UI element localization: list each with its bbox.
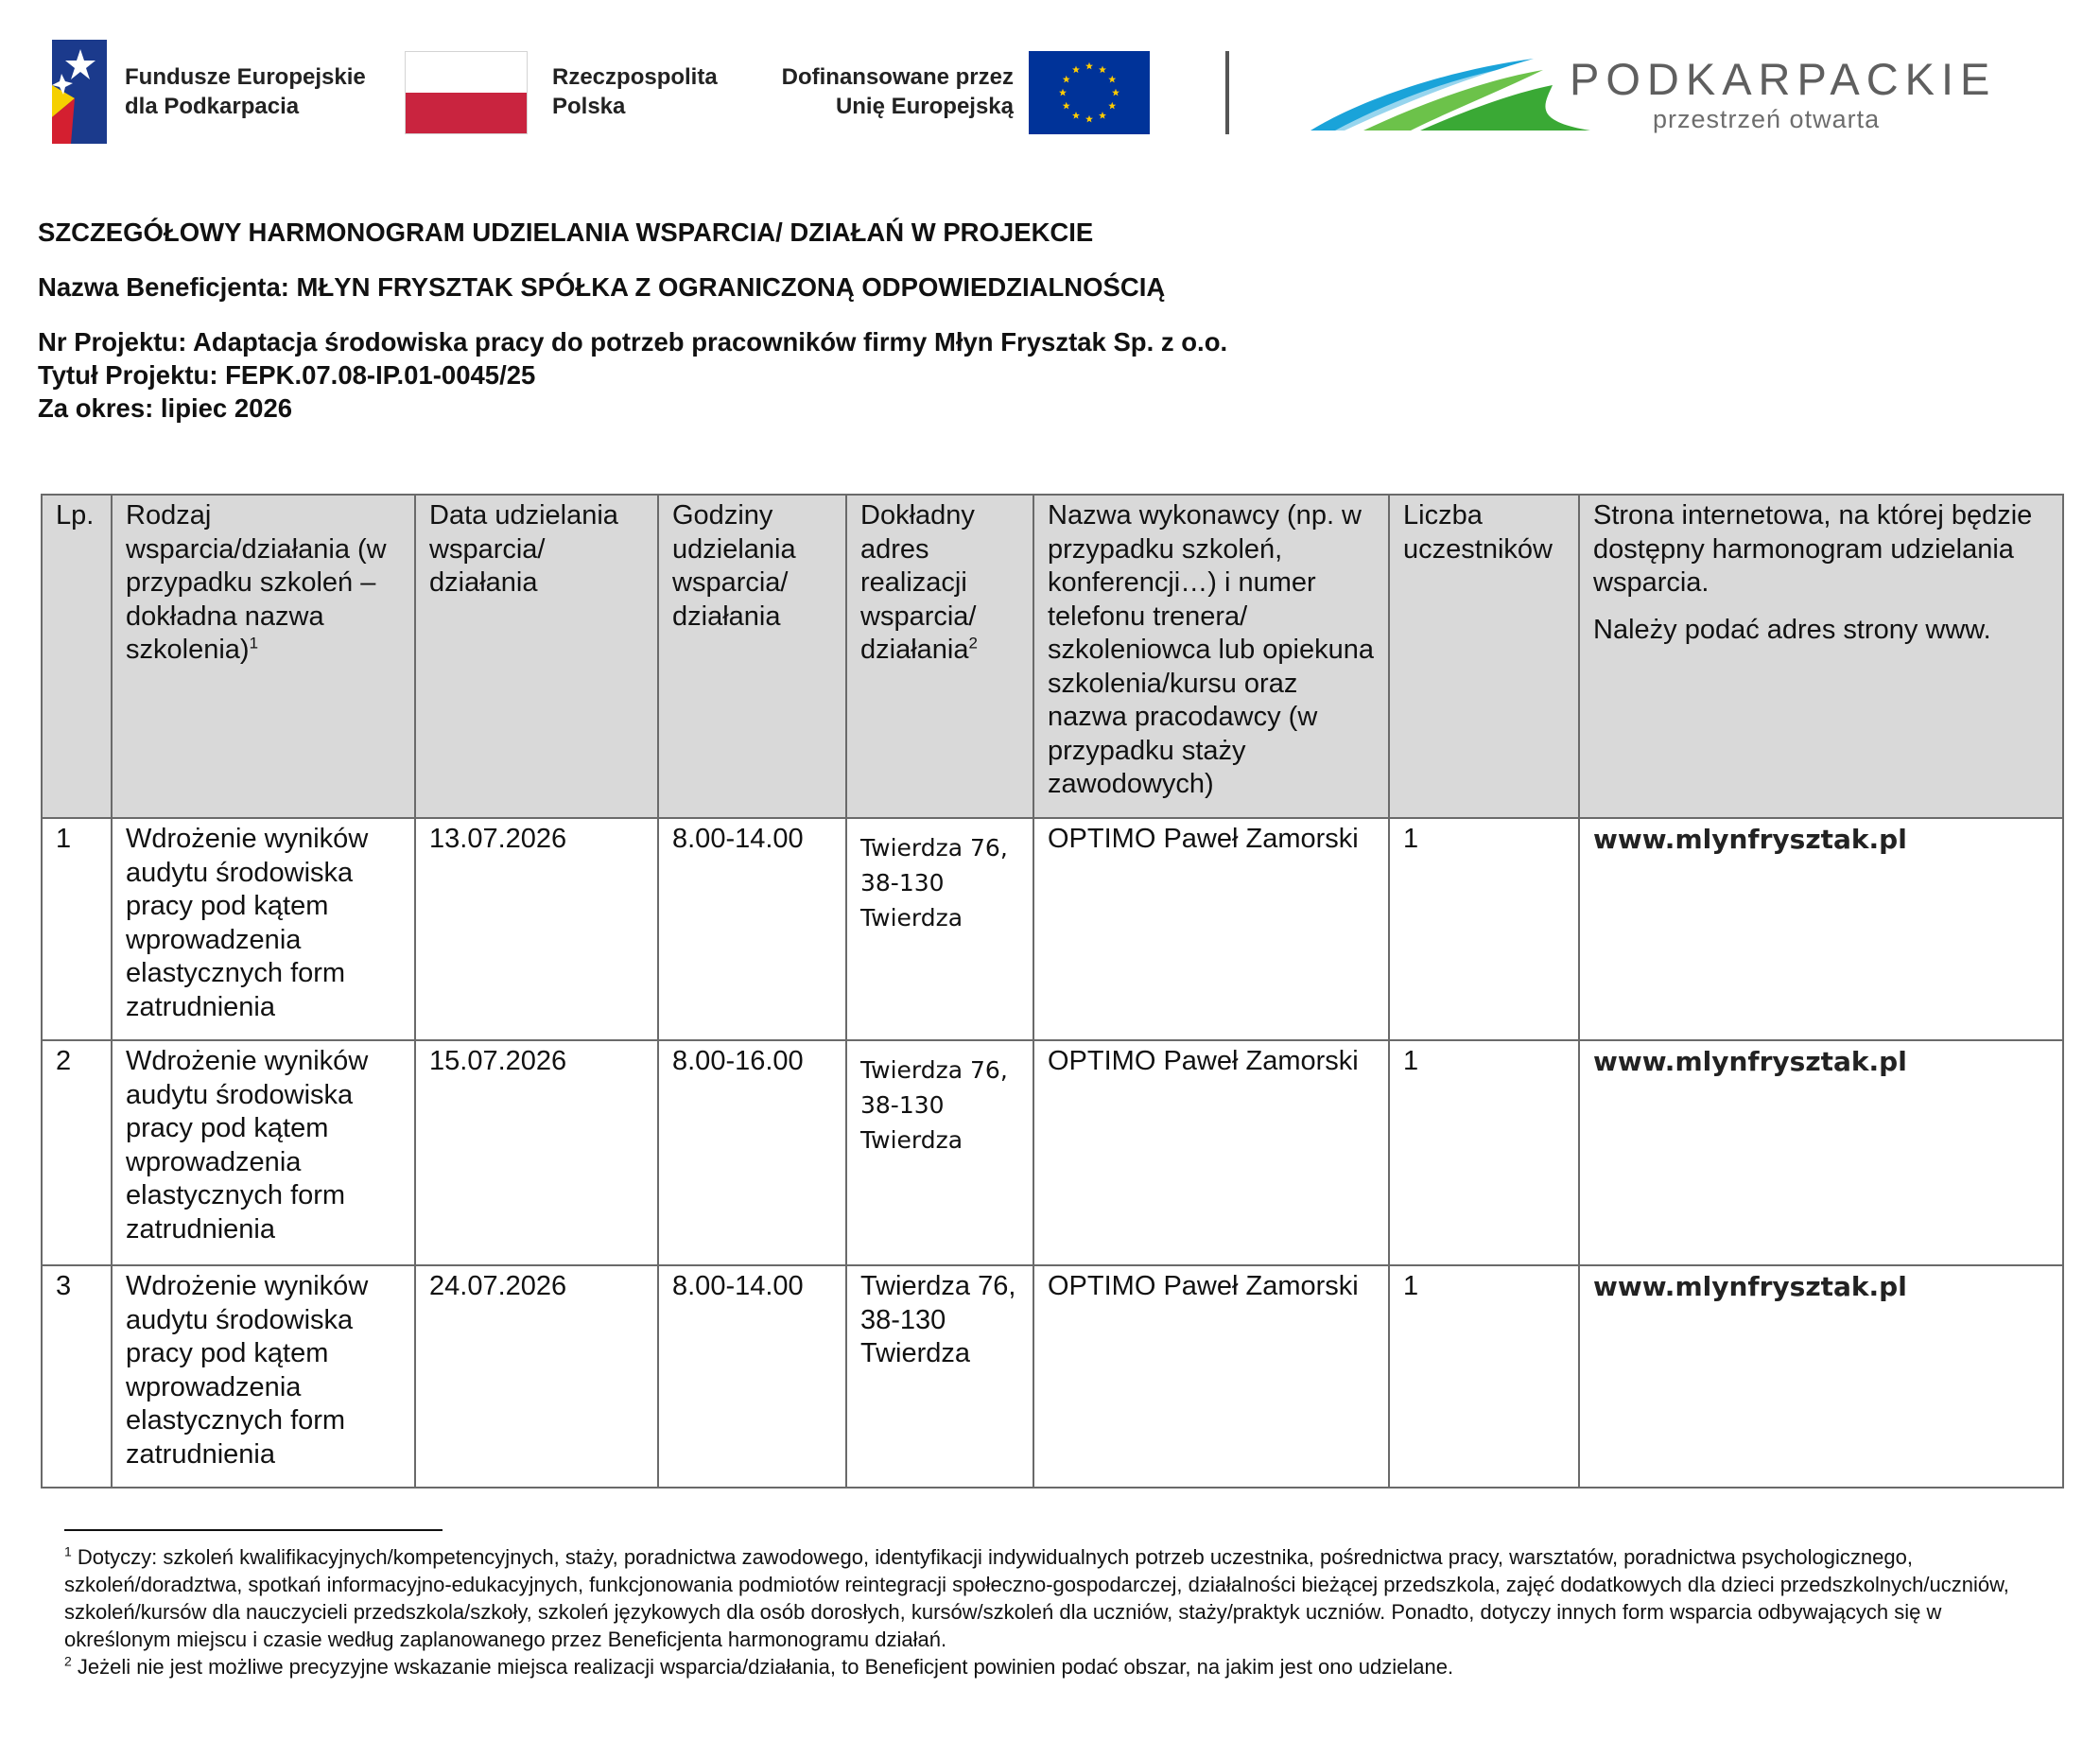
cell-type: Wdrożenie wyników audytu środowiska pracy pod kątem wprowadzenia elastycznych form zatrudnienia xyxy=(112,1040,415,1265)
col-header-hours xyxy=(658,495,846,818)
cell-address xyxy=(846,1040,1033,1265)
col-header-type-label: Rodzaj wsparcia/działania (w przypadku szkoleń – dokładna nazwa szkolenia) xyxy=(126,500,387,665)
website-link[interactable]: www.mlynfrysztak.pl xyxy=(1593,1046,1907,1077)
cell-participants: 1 xyxy=(1389,818,1579,1040)
logo-divider xyxy=(1225,51,1229,134)
project-number: Nr Projektu: Adaptacja środowiska pracy do potrzeb pracowników firmy Młyn Frysztak Sp. z o.o. xyxy=(38,327,1228,357)
col-header-website xyxy=(1579,495,2063,818)
fundusze-europejskie-logo-icon xyxy=(52,40,107,144)
col-header-participants xyxy=(1389,495,1579,818)
cell-contractor: OPTIMO Paweł Zamorski xyxy=(1033,818,1389,1040)
cell-address-text: Twierdza 76, 38-130 Twierdza xyxy=(860,834,1008,931)
table-row xyxy=(42,818,2063,1040)
website-link[interactable]: www.mlynfrysztak.pl xyxy=(1593,824,1907,855)
cell-website xyxy=(1579,1265,2063,1488)
col-header-contractor-label: Nazwa wykonawcy (np. w przypadku szkoleń, konferencji…) i numer telefonu trenera/ szkoleniowca lub opiekuna szkolenia/kursu oraz nazwa pracodawcy (w przypadku staży zawodowych) xyxy=(1048,500,1374,799)
schedule-table xyxy=(41,494,2064,1489)
website-link[interactable]: www.mlynfrysztak.pl xyxy=(1593,1271,1907,1302)
cell-lp: 2 xyxy=(42,1040,112,1265)
col-header-date xyxy=(415,495,658,818)
rzeczpospolita-logo-text xyxy=(552,62,718,121)
footnote-ref-2: 2 xyxy=(968,634,978,653)
footnote-2-mark: 2 xyxy=(64,1653,72,1669)
col-header-address xyxy=(846,495,1033,818)
cell-lp: 3 xyxy=(42,1265,112,1488)
cell-address-text: Twierdza 76, 38-130 Twierdza xyxy=(860,1056,1008,1154)
col-header-website-label: Strona internetowa, na której będzie dostępny harmonogram udzielania wsparcia. xyxy=(1593,500,2033,598)
col-header-type xyxy=(112,495,415,818)
eu-text-line-2: Unię Europejską xyxy=(835,94,1014,119)
eu-flag-icon xyxy=(1029,51,1150,134)
cell-date: 15.07.2026 xyxy=(415,1040,658,1265)
podkarpackie-logo-title: PODKARPACKIE xyxy=(1570,54,1997,104)
footnote-1-text: Dotyczy: szkoleń kwalifikacyjnych/kompetencyjnych, staży, poradnictwa zawodowego, identyfikacji indywidualnych potrzeb uczestnika, pośrednictwa pracy, warsztatów, poradnictwa psychologicznego, szkoleń/doradztwa, spotkań informacyjno-edukacyjnych, funkcjonowania podmiotów reintegracji społeczno-gospodarczej, działalności bieżącej przedszkola, zajęć dodatkowych dla dzieci przedszkolnych/uczniów, szkoleń/kursów dla nauczycieli przedszkola/szkoły, szkoleń językowych dla osób dorosłych, kursów/szkoleń dla uczniów, staży/praktyk uczniów. Ponadto, dotyczy innych form wsparcia odbywających się w określonym miejscu i czasie według zaplanowanego przez Beneficjenta harmonogramu działań. xyxy=(64,1545,2009,1651)
table-row xyxy=(42,1265,2063,1488)
podkarpackie-logo-subtitle: przestrzeń otwarta xyxy=(1653,105,1881,133)
col-header-lp-label: Lp. xyxy=(56,500,95,531)
beneficiary-name: Nazwa Beneficjenta: MŁYN FRYSZTAK SPÓŁKA Z OGRANICZONĄ ODPOWIEDZIALNOŚCIĄ xyxy=(38,272,1166,302)
fe-logo-line-1: Fundusze Europejskie xyxy=(125,64,366,90)
cell-website xyxy=(1579,1040,2063,1265)
footnotes xyxy=(64,1543,2031,1680)
table-row xyxy=(42,1040,2063,1265)
rp-logo-line-2: Polska xyxy=(552,94,626,119)
reporting-period: Za okres: lipiec 2026 xyxy=(38,393,293,423)
col-header-address-label: Dokładny adres realizacji wsparcia/ działania xyxy=(860,500,977,665)
logo-bar xyxy=(0,0,2100,151)
cell-website xyxy=(1579,818,2063,1040)
cell-contractor: OPTIMO Paweł Zamorski xyxy=(1033,1040,1389,1265)
project-title: Tytuł Projektu: FEPK.07.08-IP.01-0045/25 xyxy=(38,360,536,390)
cell-type: Wdrożenie wyników audytu środowiska pracy pod kątem wprowadzenia elastycznych form zatrudnienia xyxy=(112,818,415,1040)
cell-date: 13.07.2026 xyxy=(415,818,658,1040)
rp-logo-line-1: Rzeczpospolita xyxy=(552,64,718,90)
table-header-row xyxy=(42,495,2063,818)
cell-hours: 8.00-14.00 xyxy=(658,1265,846,1488)
col-header-lp xyxy=(42,495,112,818)
cell-participants: 1 xyxy=(1389,1265,1579,1488)
col-header-date-label: Data udzielania wsparcia/ działania xyxy=(429,500,618,598)
eu-cofunding-text xyxy=(775,62,1014,121)
cell-contractor: OPTIMO Paweł Zamorski xyxy=(1033,1265,1389,1488)
cell-hours: 8.00-14.00 xyxy=(658,818,846,1040)
polish-flag-icon xyxy=(405,51,528,134)
footnote-ref-1: 1 xyxy=(249,634,259,653)
eu-text-line-1: Dofinansowane przez xyxy=(781,64,1014,90)
cell-date: 24.07.2026 xyxy=(415,1265,658,1488)
footnote-1-mark: 1 xyxy=(64,1543,72,1559)
footnote-2 xyxy=(64,1653,2031,1680)
col-header-website-note: Należy podać adres strony www. xyxy=(1593,614,1991,645)
cell-hours: 8.00-16.00 xyxy=(658,1040,846,1265)
col-header-participants-label: Liczba uczestników xyxy=(1403,500,1553,565)
footnote-divider xyxy=(64,1529,443,1531)
cell-address-text: Twierdza 76, 38-130 Twierdza xyxy=(860,1271,1016,1368)
cell-participants: 1 xyxy=(1389,1040,1579,1265)
document-title: SZCZEGÓŁOWY HARMONOGRAM UDZIELANIA WSPARCIA/ DZIAŁAŃ W PROJEKCIE xyxy=(38,218,1094,247)
cell-address xyxy=(846,818,1033,1040)
col-header-hours-label: Godziny udzielania wsparcia/ działania xyxy=(672,500,796,632)
footnote-1 xyxy=(64,1543,2031,1653)
cell-address xyxy=(846,1265,1033,1488)
podkarpackie-swoosh-logo-icon xyxy=(1307,51,1600,134)
fundusze-europejskie-logo-text xyxy=(125,62,366,121)
col-header-contractor xyxy=(1033,495,1389,818)
cell-lp: 1 xyxy=(42,818,112,1040)
cell-type: Wdrożenie wyników audytu środowiska pracy pod kątem wprowadzenia elastycznych form zatrudnienia xyxy=(112,1265,415,1488)
fe-logo-line-2: dla Podkarpacia xyxy=(125,94,300,119)
footnote-2-text: Jeżeli nie jest możliwe precyzyjne wskazanie miejsca realizacji wsparcia/działania, to Beneficjent powinien podać obszar, na jakim jest ono udzielane. xyxy=(77,1655,1454,1679)
